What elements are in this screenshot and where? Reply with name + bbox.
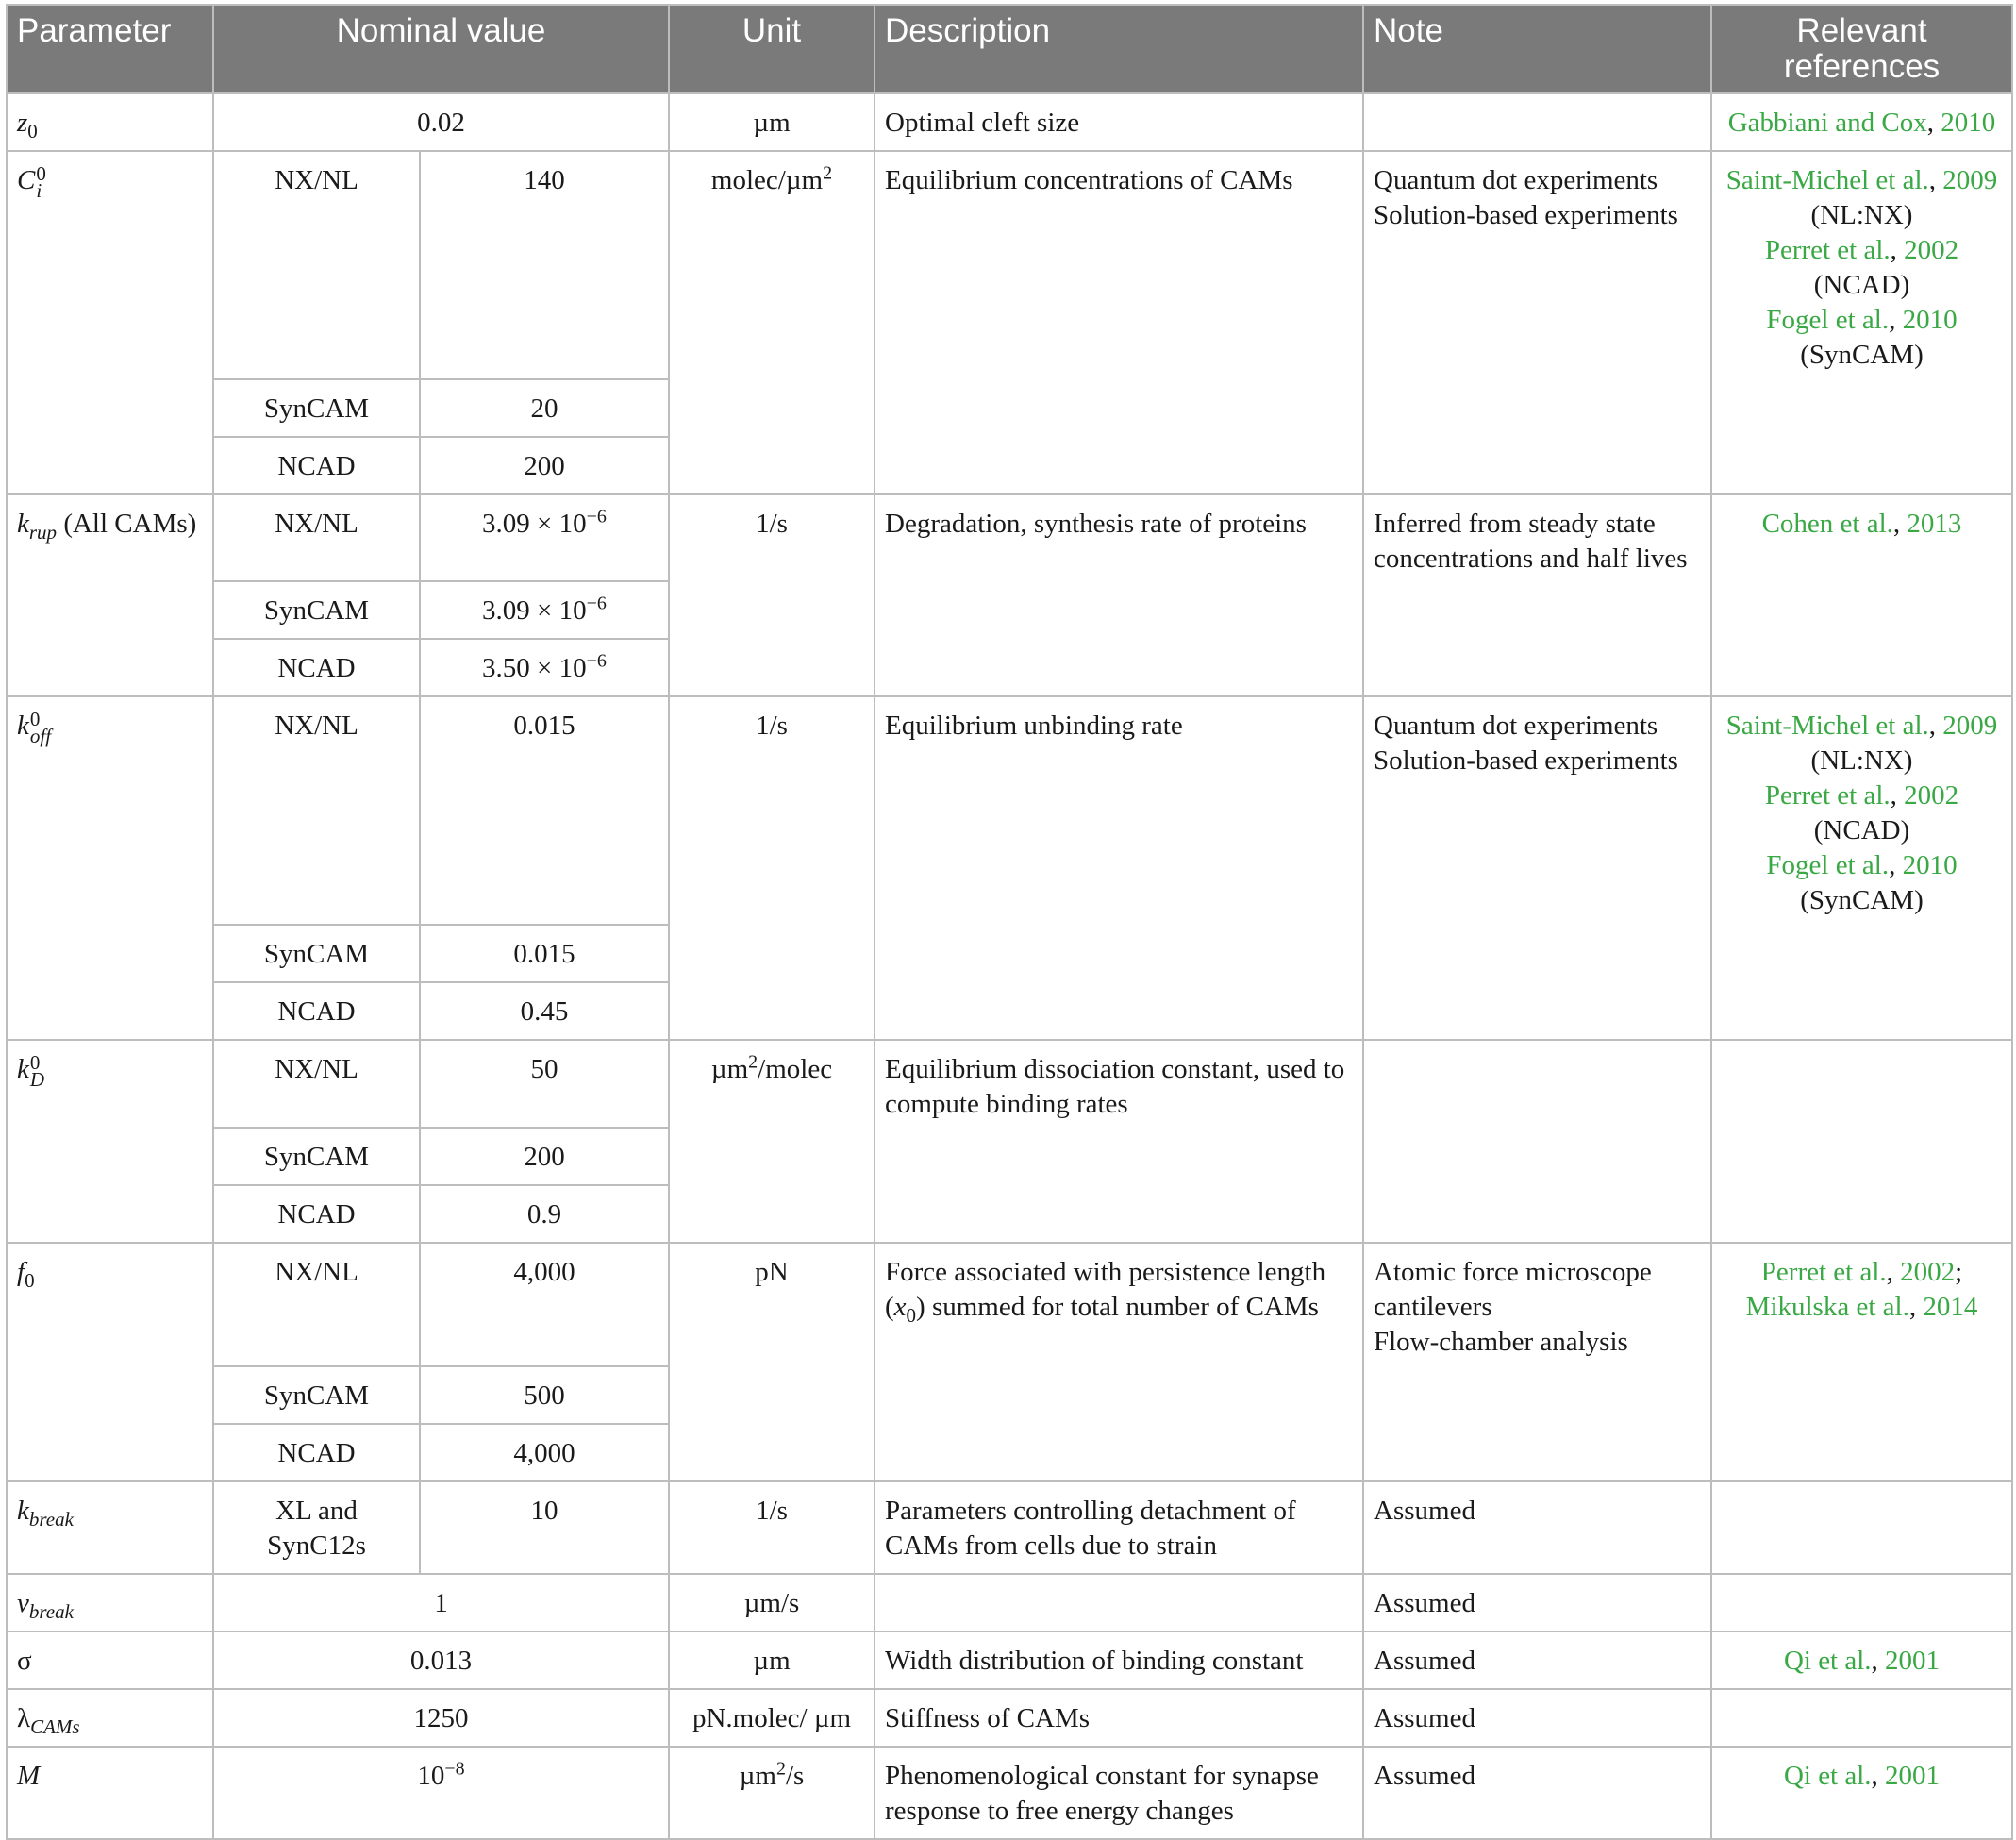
- refs-koff: Saint-Michel et al., 2009 (NL:NX) Perret et al., 2002 (NCAD) Fogel et al., 2010 (SynCAM): [1711, 696, 2012, 1040]
- unit-lambda: pN.molec/ µm: [669, 1689, 875, 1747]
- reference-link[interactable]: Gabbiani and Cox: [1727, 108, 1927, 138]
- note-kd: [1363, 1040, 1711, 1243]
- item-value: 200: [420, 1128, 669, 1185]
- item-value: 10: [420, 1481, 669, 1574]
- description-z0: Optimal cleft size: [875, 93, 1363, 151]
- param-krup: $k_{rup}$ (All CAMs): [7, 494, 213, 696]
- description-kbreak: Parameters controlling detachment of CAMs from cells due to strain: [875, 1481, 1363, 1574]
- description-f0: Force associated with persistence length $(x_0)$ summed for total number of CAMs: [875, 1243, 1363, 1481]
- item-name: NCAD: [213, 1185, 420, 1243]
- item-name: NCAD: [213, 982, 420, 1040]
- row-krup: [7, 494, 2012, 581]
- param-z0: $z_0$: [7, 93, 213, 151]
- item-value: 0.015: [420, 925, 669, 982]
- note-koff: Quantum dot experiments Solution-based experiments: [1363, 696, 1711, 1040]
- value-z0: 0.02: [213, 93, 669, 151]
- header-references-line1: Relevant: [1796, 12, 1927, 49]
- note-sigma: Assumed: [1363, 1631, 1711, 1689]
- description-kd: Equilibrium dissociation constant, used to compute binding rates: [875, 1040, 1363, 1243]
- value-sigma: 0.013: [213, 1631, 669, 1689]
- row-sigma: [7, 1631, 2012, 1689]
- item-name: NCAD: [213, 437, 420, 494]
- header-description: Description: [875, 5, 1363, 93]
- note-krup: Inferred from steady state concentrations and half lives: [1363, 494, 1711, 696]
- header-parameter: Parameter: [7, 5, 213, 93]
- item-name: NCAD: [213, 639, 420, 696]
- note-m: Assumed: [1363, 1747, 1711, 1839]
- item-value: $3.09 \times 10^{-6}$: [420, 581, 669, 639]
- item-value: $3.50 \times 10^{-6}$: [420, 639, 669, 696]
- row-f0: [7, 1243, 2012, 1366]
- note-lambda: Assumed: [1363, 1689, 1711, 1747]
- description-koff: Equilibrium unbinding rate: [875, 696, 1363, 1040]
- refs-kbreak: [1711, 1481, 2012, 1574]
- reference-year[interactable]: 2010: [1941, 108, 1996, 138]
- unit-z0: µm: [669, 93, 875, 151]
- note-ci0: Quantum dot experiments Solution-based experiments: [1363, 151, 1711, 494]
- refs-f0: Perret et al., 2002; Mikulska et al., 2014: [1711, 1243, 2012, 1481]
- reference-link[interactable]: Cohen et al.: [1761, 509, 1893, 539]
- refs-krup: Cohen et al., 2013: [1711, 494, 2012, 696]
- row-vbreak: [7, 1574, 2012, 1631]
- item-name: SynCAM: [213, 925, 420, 982]
- row-ci0: [7, 151, 2012, 379]
- item-value: 0.45: [420, 982, 669, 1040]
- note-f0: Atomic force microscope cantilevers Flow-chamber analysis: [1363, 1243, 1711, 1481]
- param-vbreak: $v_{break}$: [7, 1574, 213, 1631]
- item-name: NX/NL: [213, 494, 420, 581]
- item-value: 140: [420, 151, 669, 379]
- param-f0: $f_0$: [7, 1243, 213, 1481]
- unit-kd: µm$^2$/molec: [669, 1040, 875, 1243]
- value-lambda: 1250: [213, 1689, 669, 1747]
- item-name: NX/NL: [213, 1243, 420, 1366]
- param-kbreak: $k_{break}$: [7, 1481, 213, 1574]
- row-z0: [7, 93, 2012, 151]
- value-vbreak: 1: [213, 1574, 669, 1631]
- item-value: 200: [420, 437, 669, 494]
- header-note: Note: [1363, 5, 1711, 93]
- row-koff: [7, 696, 2012, 925]
- description-vbreak: [875, 1574, 1363, 1631]
- reference-link[interactable]: Perret et al.: [1760, 1257, 1887, 1287]
- header-unit: Unit: [669, 5, 875, 93]
- reference-link[interactable]: Fogel et al.: [1766, 305, 1890, 335]
- description-lambda: Stiffness of CAMs: [875, 1689, 1363, 1747]
- parameter-table: [6, 4, 2013, 1840]
- note-vbreak: Assumed: [1363, 1574, 1711, 1631]
- item-name: NX/NL: [213, 1040, 420, 1128]
- unit-ci0: molec/µm$^2$: [669, 151, 875, 494]
- reference-link[interactable]: Qi et al.: [1783, 1761, 1872, 1791]
- header-nominal-value: Nominal value: [213, 5, 669, 93]
- item-value: 0.015: [420, 696, 669, 925]
- item-value: $3.09 \times 10^{-6}$: [420, 494, 669, 581]
- header-relevant-references: [1711, 5, 2012, 93]
- item-name: SynCAM: [213, 379, 420, 437]
- item-value: 50: [420, 1040, 669, 1128]
- note-z0: [1363, 93, 1711, 151]
- item-name: SynCAM: [213, 581, 420, 639]
- row-kbreak: [7, 1481, 2012, 1574]
- description-ci0: Equilibrium concentrations of CAMs: [875, 151, 1363, 494]
- reference-link[interactable]: Fogel et al.: [1766, 850, 1890, 880]
- param-ci0: C 0 i: [7, 151, 213, 494]
- item-name: NX/NL: [213, 696, 420, 925]
- unit-krup: 1/s: [669, 494, 875, 696]
- refs-vbreak: [1711, 1574, 2012, 1631]
- refs-kd: [1711, 1040, 2012, 1243]
- row-lambda: [7, 1689, 2012, 1747]
- param-koff: k 0 off: [7, 696, 213, 1040]
- param-sigma: σ: [7, 1631, 213, 1689]
- refs-sigma: Qi et al., 2001: [1711, 1631, 2012, 1689]
- item-name: NCAD: [213, 1424, 420, 1481]
- reference-link[interactable]: Qi et al.: [1783, 1646, 1872, 1676]
- item-name: XL and SynC12s: [213, 1481, 420, 1574]
- item-name: SynCAM: [213, 1128, 420, 1185]
- item-value: 500: [420, 1366, 669, 1424]
- header-row: [7, 5, 2012, 93]
- row-kd: [7, 1040, 2012, 1128]
- reference-link[interactable]: Perret et al.: [1764, 780, 1891, 811]
- unit-f0: pN: [669, 1243, 875, 1481]
- header-references-line2: references: [1783, 48, 1941, 85]
- description-sigma: Width distribution of binding constant: [875, 1631, 1363, 1689]
- param-m: M: [7, 1747, 213, 1839]
- note-kbreak: Assumed: [1363, 1481, 1711, 1574]
- item-value: 4,000: [420, 1424, 669, 1481]
- unit-vbreak: µm/s: [669, 1574, 875, 1631]
- unit-kbreak: 1/s: [669, 1481, 875, 1574]
- param-kd: k 0 D: [7, 1040, 213, 1243]
- reference-link[interactable]: Saint-Michel et al.: [1725, 165, 1929, 195]
- refs-m: Qi et al., 2001: [1711, 1747, 2012, 1839]
- item-value: 0.9: [420, 1185, 669, 1243]
- refs-ci0: Saint-Michel et al., 2009 (NL:NX) Perret et al., 2002 (NCAD) Fogel et al., 2010 (SynCAM): [1711, 151, 2012, 494]
- description-krup: Degradation, synthesis rate of proteins: [875, 494, 1363, 696]
- refs-z0: Gabbiani and Cox, 2010: [1711, 93, 2012, 151]
- value-m: $10^{-8}$: [213, 1747, 669, 1839]
- reference-link[interactable]: Mikulska et al.: [1745, 1292, 1909, 1322]
- item-name: NX/NL: [213, 151, 420, 379]
- item-value: 4,000: [420, 1243, 669, 1366]
- unit-sigma: µm: [669, 1631, 875, 1689]
- refs-lambda: [1711, 1689, 2012, 1747]
- row-m: [7, 1747, 2012, 1839]
- item-name: SynCAM: [213, 1366, 420, 1424]
- item-value: 20: [420, 379, 669, 437]
- unit-m: µm$^2$/s: [669, 1747, 875, 1839]
- unit-koff: 1/s: [669, 696, 875, 1040]
- reference-link[interactable]: Saint-Michel et al.: [1725, 711, 1929, 741]
- reference-link[interactable]: Perret et al.: [1764, 235, 1891, 265]
- param-lambda: $\lambda_{CAMs}$: [7, 1689, 213, 1747]
- description-m: Phenomenological constant for synapse response to free energy changes: [875, 1747, 1363, 1839]
